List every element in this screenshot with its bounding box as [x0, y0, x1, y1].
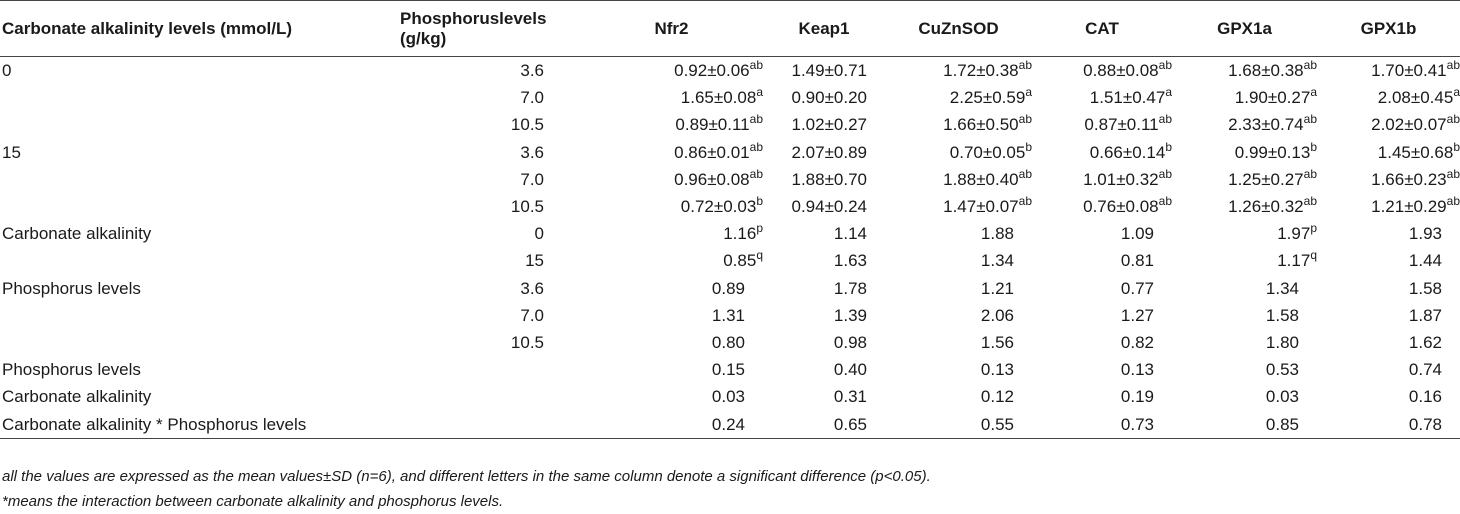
cell-value: 1.68±0.38 [1228, 61, 1304, 81]
table-row [0, 57, 1460, 85]
table-cell [1172, 383, 1317, 410]
row-factor-label: 15 [2, 142, 21, 162]
table-cell [1032, 356, 1172, 383]
cell-value: 1.88±0.70 [791, 169, 867, 189]
table-row [0, 356, 1460, 383]
table-cell [885, 84, 1032, 111]
cell-value: 1.70±0.41 [1371, 61, 1447, 81]
cell-value: 0.70±0.05 [949, 142, 1026, 162]
table-cell [763, 329, 885, 356]
table-cell [1317, 220, 1460, 247]
significance-letter: a [1310, 85, 1317, 100]
cell-value: 0.81 [1120, 251, 1154, 271]
table-row [0, 329, 1460, 356]
table-cell [885, 302, 1032, 329]
row-factor-label: Carbonate alkalinity [2, 387, 152, 407]
cell-value: 0.65 [833, 414, 867, 434]
cell-value: 0.90±0.20 [791, 88, 867, 108]
cell-value: 0.55 [980, 414, 1014, 434]
table-cell [1032, 302, 1172, 329]
table-cell [763, 57, 885, 85]
table-cell [1172, 410, 1317, 438]
cell-value: 1.14 [833, 224, 867, 244]
cell-value: 0.94±0.24 [791, 197, 867, 217]
cell-value: 1.58 [1265, 305, 1299, 325]
significance-letter: p [756, 221, 763, 236]
table-cell [1317, 84, 1460, 111]
cell-value: 1.17 [1277, 251, 1311, 271]
table-cell [1032, 247, 1172, 274]
table-cell [763, 139, 885, 166]
significance-letter: ab [1018, 58, 1032, 73]
table-cell [1032, 275, 1172, 302]
table-cell [763, 111, 885, 138]
table-cell [1317, 166, 1460, 193]
cell-value: 1.51±0.47 [1089, 88, 1166, 108]
cell-value: 1.72±0.38 [943, 61, 1019, 81]
row-level-value: 7.0 [520, 305, 544, 325]
row-level-value: 10.5 [510, 332, 544, 352]
header-keap1: Keap1 [763, 1, 885, 57]
table-cell [1032, 383, 1172, 410]
table-cell [1032, 193, 1172, 220]
significance-letter: a [1453, 85, 1460, 100]
row-factor-label: Phosphorus levels [2, 360, 141, 380]
table-row [0, 220, 1460, 247]
cell-value: 1.63 [833, 251, 867, 271]
table-row [0, 302, 1460, 329]
cell-value: 1.44 [1408, 251, 1442, 271]
table-cell [1172, 139, 1317, 166]
table-cell [580, 383, 763, 410]
table-cell [763, 356, 885, 383]
footnote-values: all the values are expressed as the mean values±SD (n=6), and different letters in the same column denote a significant difference (p<0.05). [2, 468, 931, 485]
table-cell [1317, 302, 1460, 329]
cell-value: 0.82 [1120, 332, 1154, 352]
table-cell [885, 166, 1032, 193]
cell-value: 1.21±0.29 [1371, 197, 1447, 217]
table-cell [885, 329, 1032, 356]
cell-value: 0.13 [1120, 360, 1154, 380]
cell-value: 1.56 [980, 332, 1014, 352]
cell-value: 0.03 [711, 387, 745, 407]
row-level-value [380, 410, 580, 438]
table-cell [1172, 275, 1317, 302]
significance-letter: a [756, 85, 763, 100]
cell-value: 2.25±0.59 [949, 88, 1026, 108]
row-level-value [380, 356, 580, 383]
cell-value: 1.01±0.32 [1083, 169, 1159, 189]
cell-value: 1.65±0.08 [680, 88, 757, 108]
cell-value: 0.85 [723, 251, 757, 271]
table-cell [580, 166, 763, 193]
significance-letter: ab [1158, 112, 1172, 127]
cell-value: 0.40 [833, 360, 867, 380]
significance-letter: b [1453, 139, 1460, 154]
cell-value: 0.77 [1120, 278, 1154, 298]
significance-letter: ab [1158, 194, 1172, 209]
cell-value: 1.34 [980, 251, 1014, 271]
cell-value: 1.25±0.27 [1228, 169, 1304, 189]
significance-letter: ab [1018, 194, 1032, 209]
row-factor-label [0, 247, 380, 274]
significance-letter: ab [1018, 166, 1032, 181]
row-factor-label [0, 111, 380, 138]
cell-value: 2.07±0.89 [791, 142, 867, 162]
cell-value: 2.06 [980, 305, 1014, 325]
table-cell [1317, 193, 1460, 220]
cell-value: 0.87±0.11 [1084, 115, 1159, 135]
table-cell [885, 275, 1032, 302]
row-factor-label: Phosphorus levels [2, 278, 141, 298]
cell-value: 1.58 [1408, 278, 1442, 298]
cell-value: 0.53 [1265, 360, 1299, 380]
cell-value: 0.16 [1408, 387, 1442, 407]
table-cell [1032, 329, 1172, 356]
table-cell [1172, 84, 1317, 111]
table-cell [885, 247, 1032, 274]
significance-letter: b [1310, 139, 1317, 154]
cell-value: 1.34 [1265, 278, 1299, 298]
header-carbonate-alkalinity-levels: Carbonate alkalinity levels (mmol/L) [0, 1, 380, 57]
significance-letter: ab [749, 58, 763, 73]
cell-value: 0.03 [1265, 387, 1299, 407]
cell-value: 0.12 [980, 387, 1014, 407]
row-factor-label [0, 329, 380, 356]
significance-letter: ab [1303, 112, 1317, 127]
table-cell [1032, 410, 1172, 438]
table-cell [580, 139, 763, 166]
cell-value: 1.62 [1408, 332, 1442, 352]
significance-letter: p [1310, 221, 1317, 236]
significance-letter: ab [749, 166, 763, 181]
row-level-value: 7.0 [520, 169, 544, 189]
cell-value: 2.08±0.45 [1377, 88, 1454, 108]
table-row [0, 139, 1460, 166]
footnote-interaction: *means the interaction between carbonate alkalinity and phosphorus levels. [2, 493, 504, 510]
table-row [0, 410, 1460, 438]
significance-letter: q [756, 248, 763, 263]
cell-value: 1.39 [833, 305, 867, 325]
table-cell [1317, 383, 1460, 410]
table-cell [1172, 166, 1317, 193]
cell-value: 1.88 [980, 224, 1014, 244]
table-cell [580, 275, 763, 302]
table-cell [1172, 111, 1317, 138]
table-cell [885, 139, 1032, 166]
table-row [0, 275, 1460, 302]
cell-value: 0.99±0.13 [1234, 142, 1311, 162]
cell-value: 0.92±0.06 [674, 61, 750, 81]
significance-letter: ab [1446, 58, 1460, 73]
table-cell [1317, 139, 1460, 166]
table-cell [763, 166, 885, 193]
table-cell [580, 111, 763, 138]
row-factor-label [0, 302, 380, 329]
table-cell [1032, 84, 1172, 111]
significance-letter: ab [1158, 58, 1172, 73]
cell-value: 1.93 [1408, 224, 1442, 244]
table-cell [1317, 356, 1460, 383]
table-cell [763, 275, 885, 302]
cell-value: 2.33±0.74 [1228, 115, 1304, 135]
header-nfr2: Nfr2 [580, 1, 763, 57]
table-footnotes [2, 464, 931, 514]
table-cell [763, 84, 885, 111]
significance-letter: ab [1446, 194, 1460, 209]
row-level-value: 3.6 [520, 142, 544, 162]
table-row [0, 166, 1460, 193]
cell-value: 0.80 [711, 332, 745, 352]
table-cell [1032, 139, 1172, 166]
header-gpx1b: GPX1b [1317, 1, 1460, 57]
cell-value: 0.78 [1408, 414, 1442, 434]
table-cell [885, 57, 1032, 85]
cell-value: 1.66±0.23 [1371, 169, 1447, 189]
cell-value: 1.09 [1120, 224, 1154, 244]
significance-letter: a [1165, 85, 1172, 100]
cell-value: 0.66±0.14 [1089, 142, 1166, 162]
cell-value: 0.89 [711, 278, 745, 298]
table-cell [580, 193, 763, 220]
table-cell [580, 302, 763, 329]
table-cell [1317, 410, 1460, 438]
cell-value: 0.76±0.08 [1083, 197, 1159, 217]
table-cell [763, 410, 885, 438]
cell-value: 1.02±0.27 [791, 115, 867, 135]
table-cell [580, 410, 763, 438]
cell-value: 1.80 [1265, 332, 1299, 352]
table-cell [885, 383, 1032, 410]
cell-value: 1.78 [833, 278, 867, 298]
cell-value: 1.47±0.07 [943, 197, 1019, 217]
header-cat: CAT [1032, 1, 1172, 57]
significance-letter: ab [1303, 58, 1317, 73]
significance-letter: b [1165, 139, 1172, 154]
row-level-value: 7.0 [520, 88, 544, 108]
table-cell [1317, 111, 1460, 138]
cell-value: 0.31 [833, 387, 867, 407]
significance-letter: a [1025, 85, 1032, 100]
cell-value: 0.73 [1120, 414, 1154, 434]
table-cell [885, 220, 1032, 247]
row-factor-label [0, 84, 380, 111]
significance-letter: ab [749, 139, 763, 154]
table-cell [1317, 275, 1460, 302]
cell-value: 0.13 [980, 360, 1014, 380]
table-cell [580, 356, 763, 383]
table-cell [1172, 356, 1317, 383]
table-cell [1172, 220, 1317, 247]
cell-value: 2.02±0.07 [1371, 115, 1447, 135]
table-cell [1317, 247, 1460, 274]
cell-value: 1.45±0.68 [1377, 142, 1454, 162]
table-cell [1172, 302, 1317, 329]
row-level-value: 0 [534, 224, 544, 244]
significance-letter: ab [1018, 112, 1032, 127]
cell-value: 1.90±0.27 [1234, 88, 1311, 108]
cell-value: 1.26±0.32 [1228, 197, 1304, 217]
cell-value: 1.31 [711, 305, 745, 325]
table-cell [580, 220, 763, 247]
table-body [0, 57, 1460, 439]
cell-value: 0.74 [1408, 360, 1442, 380]
cell-value: 1.49±0.71 [791, 61, 867, 81]
table-cell [580, 247, 763, 274]
cell-value: 0.72±0.03 [680, 197, 757, 217]
row-level-value: 10.5 [510, 115, 544, 135]
table-cell [1172, 329, 1317, 356]
table-cell [885, 410, 1032, 438]
table-cell [885, 111, 1032, 138]
significance-letter: ab [1303, 194, 1317, 209]
header-gpx1a: GPX1a [1172, 1, 1317, 57]
table-cell [1032, 111, 1172, 138]
table-cell [1032, 57, 1172, 85]
cell-value: 0.89±0.11 [675, 115, 750, 135]
significance-letter: b [756, 194, 763, 209]
row-level-value: 3.6 [520, 61, 544, 81]
row-level-value: 3.6 [520, 278, 544, 298]
row-level-value: 15 [525, 251, 544, 271]
cell-value: 0.15 [711, 360, 745, 380]
table-row [0, 193, 1460, 220]
table-header-row [0, 1, 1460, 57]
cell-value: 0.86±0.01 [674, 142, 750, 162]
cell-value: 0.96±0.08 [674, 169, 750, 189]
row-level-value: 10.5 [510, 197, 544, 217]
table-row [0, 111, 1460, 138]
significance-letter: ab [1446, 166, 1460, 181]
cell-value: 0.24 [711, 414, 745, 434]
significance-letter: ab [1158, 166, 1172, 181]
table-cell [580, 84, 763, 111]
table-cell [1172, 57, 1317, 85]
table-cell [1172, 247, 1317, 274]
row-factor-label [0, 166, 380, 193]
row-factor-label [0, 193, 380, 220]
table-cell [580, 329, 763, 356]
cell-value: 0.98 [833, 332, 867, 352]
table-cell [763, 383, 885, 410]
cell-value: 1.97 [1277, 224, 1311, 244]
table-cell [763, 220, 885, 247]
table-cell [1317, 57, 1460, 85]
table-cell [885, 356, 1032, 383]
row-factor-label: Carbonate alkalinity * Phosphorus levels [0, 410, 380, 438]
cell-value: 1.87 [1408, 305, 1442, 325]
table-cell [1032, 220, 1172, 247]
header-phosphorus-levels: Phosphoruslevels (g/kg) [380, 1, 580, 57]
row-level-value [380, 383, 580, 410]
significance-letter: ab [1446, 112, 1460, 127]
table-cell [763, 247, 885, 274]
table-row [0, 84, 1460, 111]
table-row [0, 383, 1460, 410]
significance-letter: b [1025, 139, 1032, 154]
table-cell [580, 57, 763, 85]
significance-letter: ab [1303, 166, 1317, 181]
header-cuznsod: CuZnSOD [885, 1, 1032, 57]
significance-letter: q [1310, 248, 1317, 263]
table-cell [763, 302, 885, 329]
table-cell [1172, 193, 1317, 220]
row-factor-label: Carbonate alkalinity [2, 224, 152, 244]
cell-value: 1.16 [723, 224, 757, 244]
table-cell [885, 193, 1032, 220]
row-factor-label: 0 [2, 61, 12, 81]
table-cell [1317, 329, 1460, 356]
cell-value: 1.27 [1120, 305, 1154, 325]
cell-value: 0.85 [1265, 414, 1299, 434]
cell-value: 1.66±0.50 [943, 115, 1019, 135]
significance-letter: ab [749, 112, 763, 127]
cell-value: 1.88±0.40 [943, 169, 1019, 189]
table-cell [763, 193, 885, 220]
table-cell [1032, 166, 1172, 193]
cell-value: 1.21 [980, 278, 1014, 298]
cell-value: 0.19 [1120, 387, 1154, 407]
cell-value: 0.88±0.08 [1083, 61, 1159, 81]
table-row [0, 247, 1460, 274]
